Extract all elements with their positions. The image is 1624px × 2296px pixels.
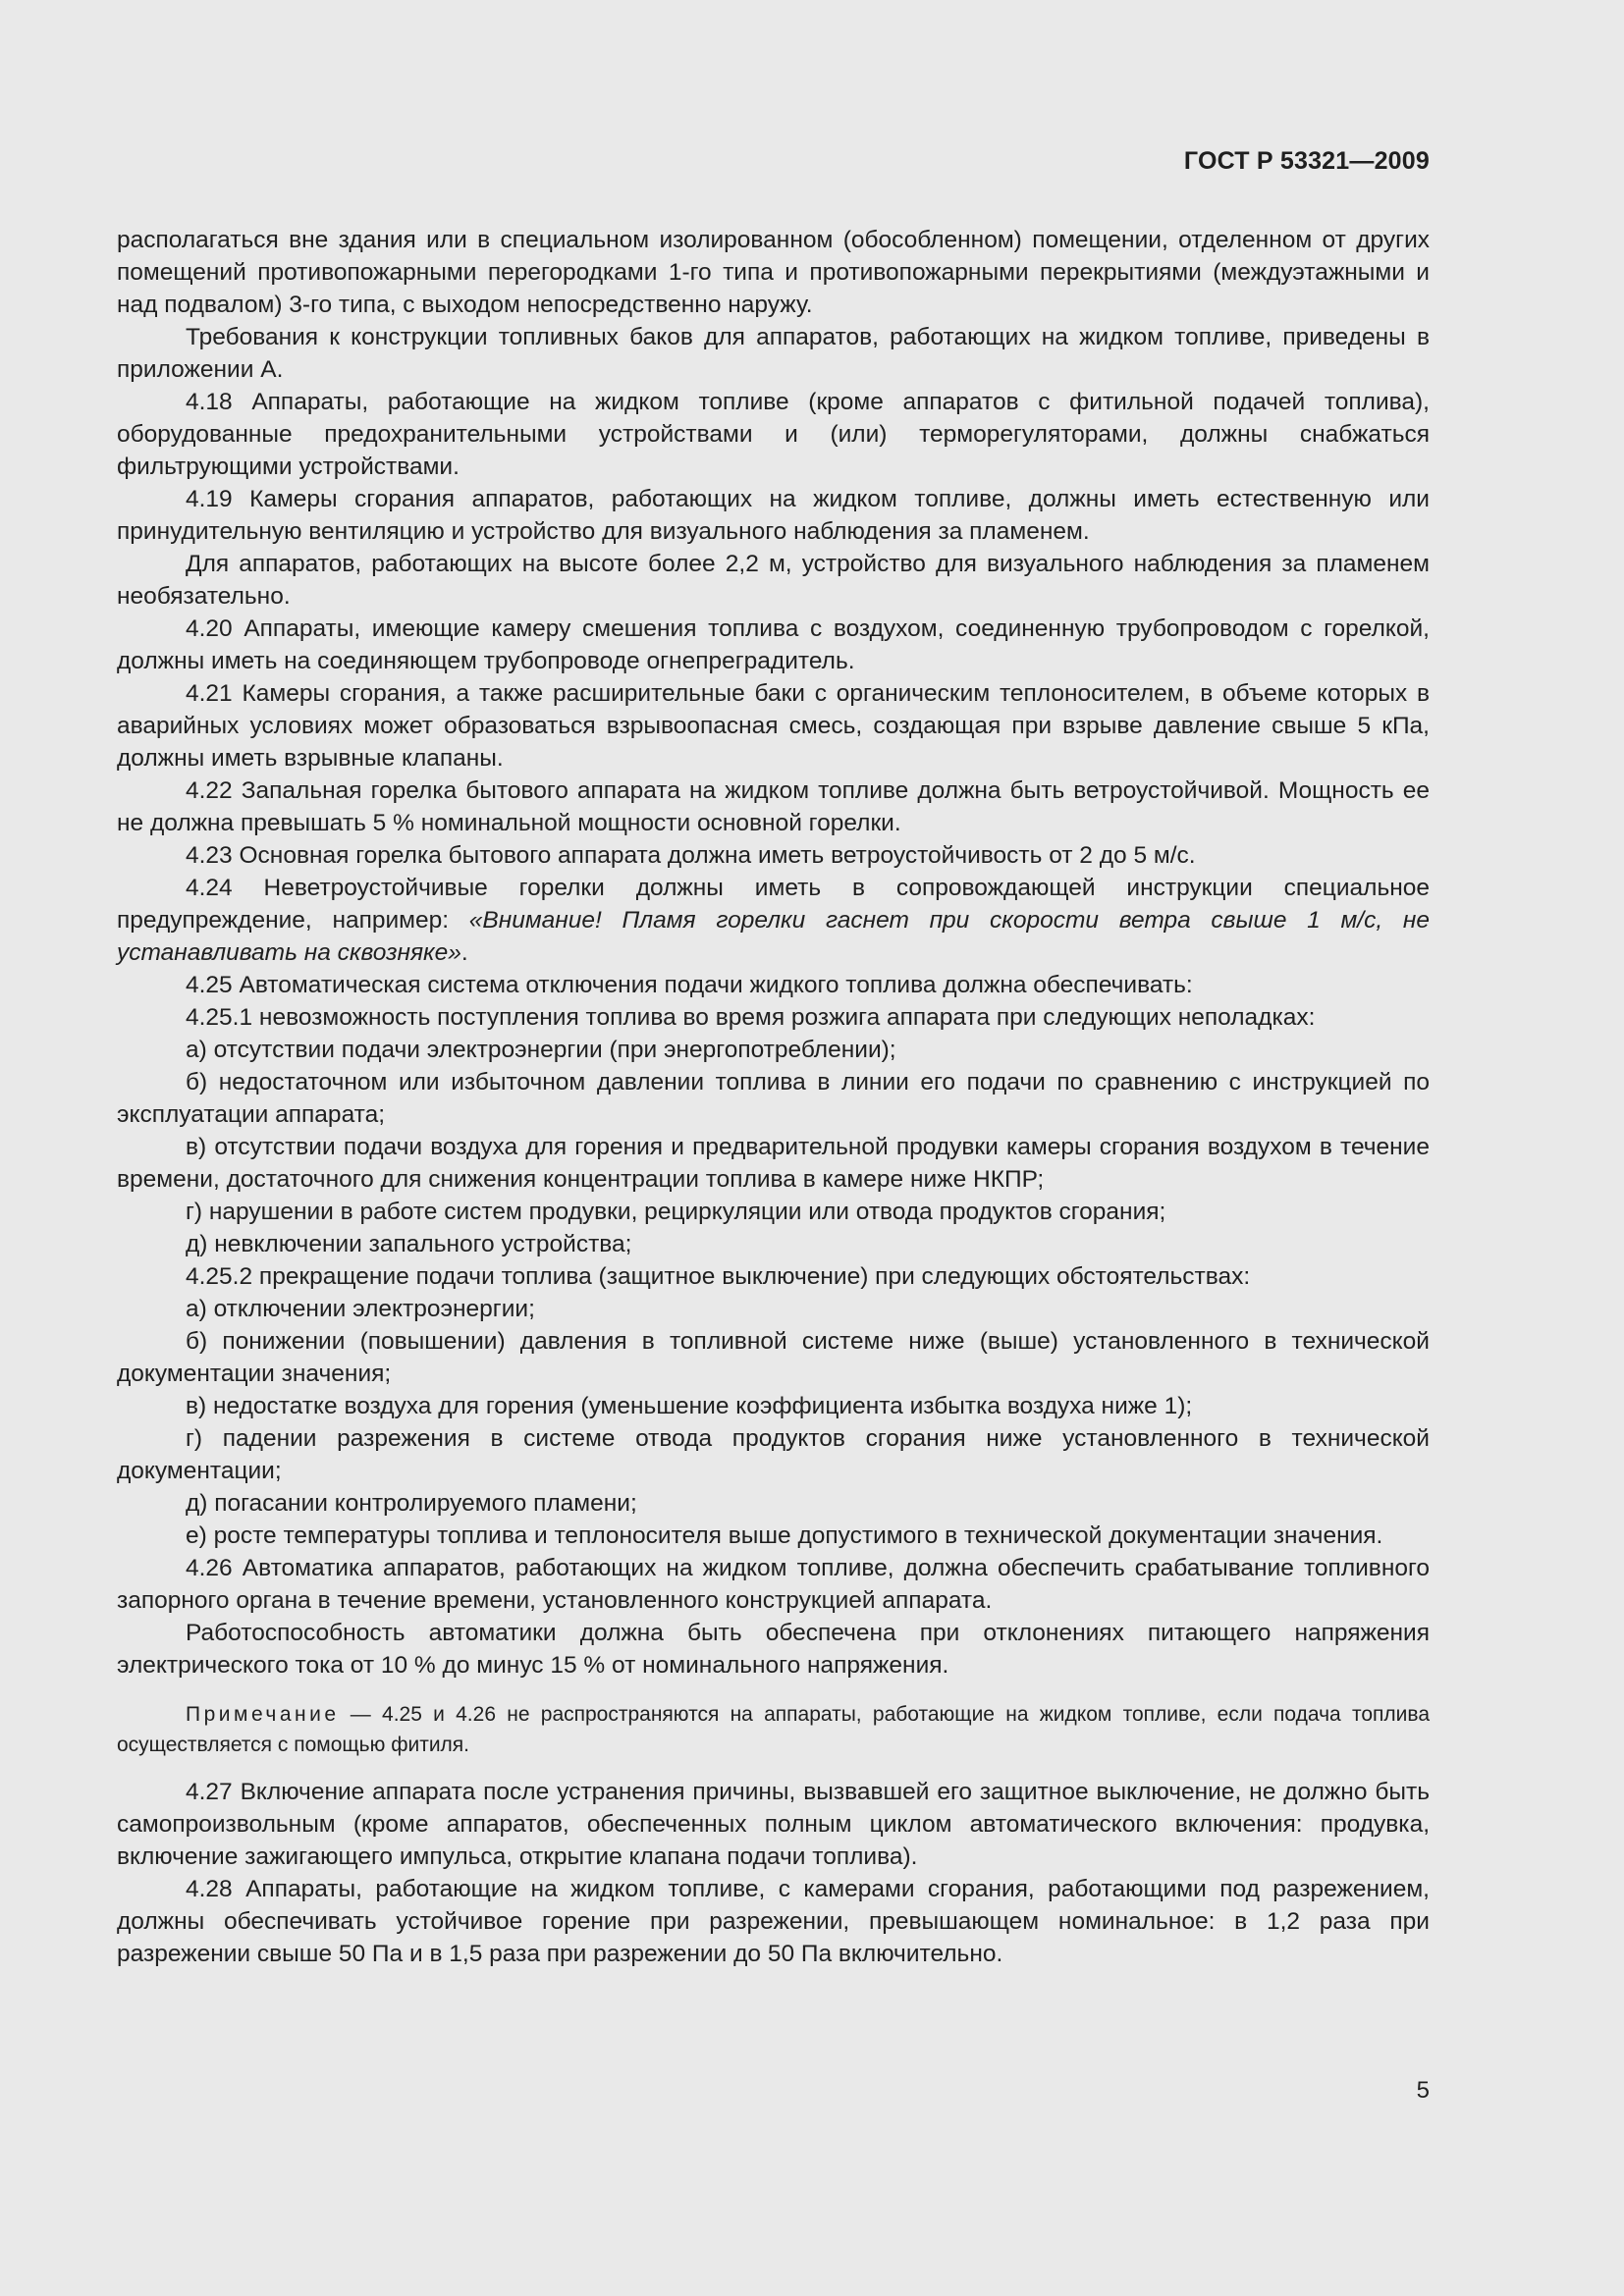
list-item: г) падении разрежения в системе отвода продуктов сгорания ниже установленного в технической документации; — [117, 1425, 1430, 1484]
paragraph-automation-voltage: Работоспособность автоматики должна быть обеспечена при отклонениях питающего напряжения электрического тока от 10 % до минус 15 % от номинального напряжения. — [117, 1620, 1430, 1679]
warning-quote: «Внимание! Пламя горелки гаснет при скорости ветра свыше 1 м/с, не устанавливать на сквозняке» — [117, 907, 1430, 966]
list-item: б) понижении (повышении) давления в топливной системе ниже (выше) установленного в технической документации значения; — [117, 1328, 1430, 1387]
paragraph-4-22: 4.22 Запальная горелка бытового аппарата на жидком топливе должна быть ветроустойчивой. Мощность ее не должна превышать 5 % номинальной мощности основной горелки. — [117, 777, 1430, 836]
paragraph-4-24-end: . — [460, 939, 468, 966]
paragraph-4-25-1: 4.25.1 невозможность поступления топлива во время розжига аппарата при следующих неполадках: — [186, 1004, 1316, 1031]
paragraph-4-24 — [117, 872, 1430, 969]
list-item: д) погасании контролируемого пламени; — [186, 1490, 637, 1517]
list-item: а) отключении электроэнергии; — [186, 1296, 535, 1322]
paragraph-4-27: 4.27 Включение аппарата после устранения причины, вызвавшей его защитное выключение, не должно быть самопроизвольным (кроме аппаратов, обеспеченных полным циклом автоматического включения: продувка, включение зажигающего импульса, открытие клапана подачи топлива). — [117, 1779, 1430, 1870]
paragraph-4-25-2: 4.25.2 прекращение подачи топлива (защитное выключение) при следующих обстоятельствах: — [186, 1263, 1251, 1290]
note — [117, 1699, 1430, 1760]
paragraph-tank-requirements: Требования к конструкции топливных баков для аппаратов, работающих на жидком топливе, приведены в приложении А. — [117, 324, 1430, 383]
list-item: д) невключении запального устройства; — [186, 1231, 632, 1257]
paragraph-flame-observation: Для аппаратов, работающих на высоте более 2,2 м, устройство для визуального наблюдения за пламенем необязательно. — [117, 551, 1430, 610]
page-number: 5 — [1416, 2077, 1430, 2104]
paragraph-4-28: 4.28 Аппараты, работающие на жидком топливе, с камерами сгорания, работающими под разрежением, должны обеспечивать устойчивое горение при разрежении, превышающем номинальное: в 1,2 раза при разрежении свыше 50 Па и в 1,5 раза при разрежении до 50 Па включительно. — [117, 1876, 1430, 1967]
paragraph-4-20: 4.20 Аппараты, имеющие камеру смешения топлива с воздухом, соединенную трубопроводом с горелкой, должны иметь на соединяющем трубопроводе огнепреградитель. — [117, 615, 1430, 674]
note-label: Примечание — [186, 1703, 340, 1726]
paragraph-4-26: 4.26 Автоматика аппаратов, работающих на жидком топливе, должна обеспечить срабатывание топливного запорного органа в течение времени, установленного конструкцией аппарата. — [117, 1555, 1430, 1614]
list-item: а) отсутствии подачи электроэнергии (при энергопотреблении); — [186, 1037, 896, 1063]
document-body — [117, 224, 1430, 1970]
paragraph-4-19: 4.19 Камеры сгорания аппаратов, работающих на жидком топливе, должны иметь естественную или принудительную вентиляцию и устройство для визуального наблюдения за пламенем. — [117, 486, 1430, 545]
paragraph-4-25: 4.25 Автоматическая система отключения подачи жидкого топлива должна обеспечивать: — [186, 972, 1193, 998]
paragraph-4-24-text: 4.24 Неветроустойчивые горелки должны иметь в сопровождающей инструкции специальное предупреждение, например: — [117, 875, 1430, 934]
list-item: е) росте температуры топлива и теплоносителя выше допустимого в технической документации значения. — [186, 1522, 1383, 1549]
list-item: в) отсутствии подачи воздуха для горения и предварительной продувки камеры сгорания воздухом в течение времени, достаточного для снижения концентрации топлива в камере ниже НКПР; — [117, 1134, 1430, 1193]
paragraph-4-21: 4.21 Камеры сгорания, а также расширительные баки с органическим теплоносителем, в объеме которых в аварийных условиях может образоваться взрывоопасная смесь, создающая при взрыве давление свыше 5 кПа, должны иметь взрывные клапаны. — [117, 680, 1430, 772]
list-item: г) нарушении в работе систем продувки, рециркуляции или отвода продуктов сгорания; — [186, 1199, 1166, 1225]
paragraph-4-18: 4.18 Аппараты, работающие на жидком топливе (кроме аппаратов с фитильной подачей топлива), оборудованные предохранительными устройствами и (или) терморегуляторами, должны снабжаться фильтрующими устройствами. — [117, 389, 1430, 480]
list-item: б) недостаточном или избыточном давлении топлива в линии его подачи по сравнению с инструкцией по эксплуатации аппарата; — [117, 1069, 1430, 1128]
document-header: ГОСТ Р 53321—2009 — [1183, 147, 1430, 175]
paragraph-continuation: располагаться вне здания или в специальном изолированном (обособленном) помещении, отделенном от других помещений противопожарными перегородками 1-го типа и противопожарными перекрытиями (междуэтажными и над подвалом) 3-го типа, с выходом непосредственно наружу. — [117, 227, 1430, 318]
note-text: — 4.25 и 4.26 не распространяются на аппараты, работающие на жидком топливе, если подача топлива осуществляется с помощью фитиля. — [117, 1703, 1430, 1756]
paragraph-4-23: 4.23 Основная горелка бытового аппарата должна иметь ветроустойчивость от 2 до 5 м/с. — [186, 842, 1196, 869]
list-item: в) недостатке воздуха для горения (уменьшение коэффициента избытка воздуха ниже 1); — [186, 1393, 1193, 1419]
